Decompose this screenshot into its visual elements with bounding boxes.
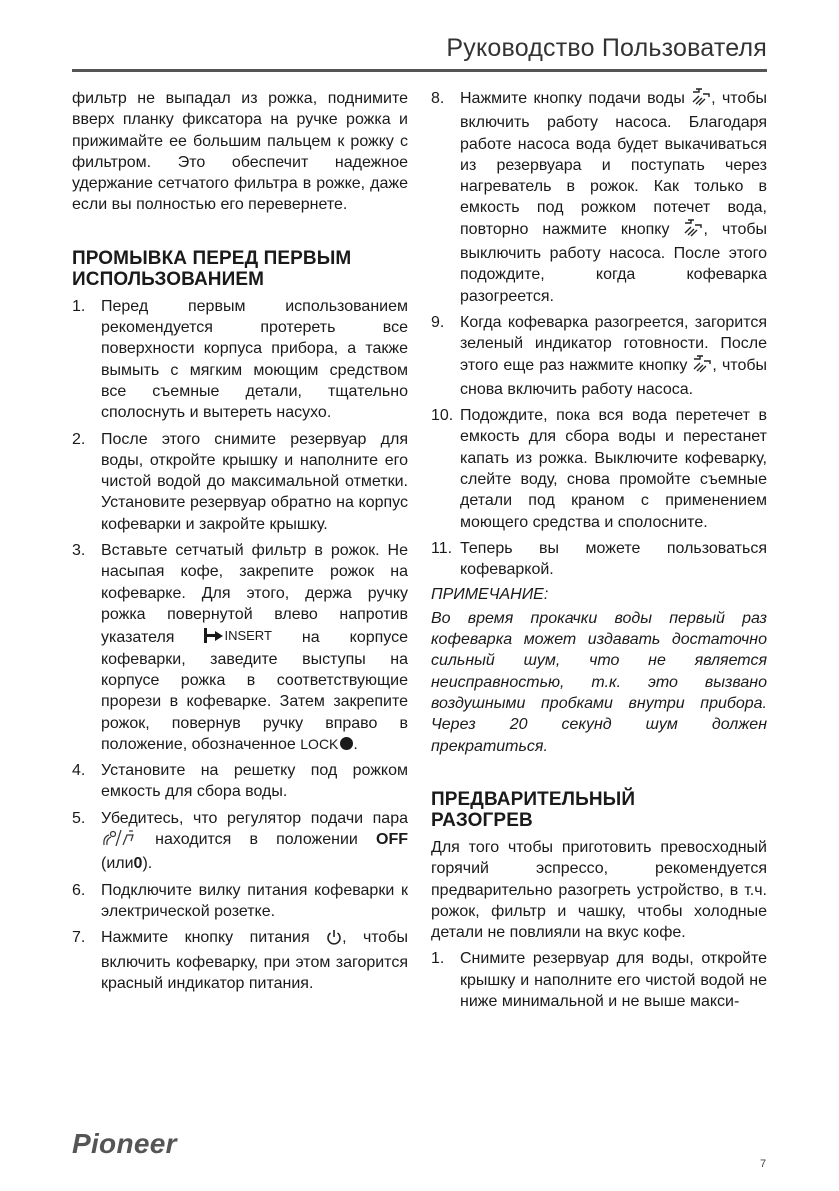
list-item: 2. После этого снимите резервуар для воды, откройте крышку и наполните его чистой водой до максимальной отметки. Установите резервуар обратно на корпус кофеварки и закройте крышку.	[72, 430, 408, 533]
note-text: Во время прокачки воды первый раз кофеварка может издавать достаточно сильный шум, что не является неисправностью, т.к. это вызвано воздушными пробками внутри прибора. Через 20 секунд шум должен прекратиться.	[431, 609, 767, 755]
steam-knob-icon	[101, 829, 137, 853]
pump-button-icon	[683, 219, 703, 243]
pump-button-icon	[691, 88, 711, 112]
header-divider	[72, 69, 767, 72]
list-item: 8. Нажмите кнопку подачи воды , чтобы включить работу насоса. Благодаря работе насоса вода будет выкачиваться из резервуара и поступать через нагреватель в рожок. Как только в емкость под рожком потечет вода, повторно нажмите кнопку , чтобы выключить работу насоса. После этого подождите, когда кофеварка разогреется.	[431, 90, 768, 305]
page-number: 7	[760, 1158, 767, 1170]
list-item: 4. Установите на решетку под рожком емкость для сбора воды.	[72, 762, 408, 801]
note-label: ПРИМЕЧАНИЕ:	[431, 585, 549, 603]
insert-marker-icon: INSERT	[204, 625, 271, 646]
first-use-steps-continued	[431, 88, 767, 581]
list-item: 11. Теперь вы можете пользоваться кофеваркой.	[431, 539, 767, 579]
list-item: 7. Нажмите кнопку питания , чтобы включить кофеварку, при этом загорится красный индикатор питания.	[72, 929, 408, 992]
header-title: Руководство Пользователя	[446, 34, 767, 62]
right-column	[431, 88, 767, 1012]
list-item: 6. Подключите вилку питания кофеварки к электрической розетке.	[72, 881, 408, 920]
pump-button-icon	[692, 355, 712, 379]
preheat-intro-paragraph: Для того чтобы приготовить превосходный горячий эспрессо, рекомендуется предварительно разогреть устройство, в т.ч. рожок, фильтр и чашку, чтобы холодные детали не повлияли на вкус кофе.	[431, 838, 767, 942]
lock-marker-label: LOCK	[300, 735, 339, 752]
section-heading-first-use: ПРОМЫВКА ПЕРЕД ПЕРВЫМ ИСПОЛЬЗОВАНИЕМ	[72, 247, 352, 290]
brand-logo: Pioneer	[72, 1128, 177, 1159]
list-item: 3. Вставьте сетчатый фильтр в рожок. Не насыпая кофе, закрепите рожок на кофеварке. Для этого, держа ручку рожка повернутой влево напротив указателя INSERT на корпусе кофеварки, заведите выступы на корпусе рожка в соответствующие прорези в кофеварке. Затем закрепите рожок, повернув ручку вправо в положение, обозначенное LOCK .	[72, 542, 408, 753]
left-intro-paragraph: фильтр не выпадал из рожка, поднимите вверх планку фиксатора на ручке рожка и прижимайте ее большим пальцем к рожку с фильтром. Это обеспечит надежное удержание сетчатого фильтра в рожке, даже если вы полностью его перевернете.	[72, 90, 408, 214]
preheat-steps	[431, 948, 767, 1012]
list-item: 1. Снимите резервуар для воды, откройте крышку и наполните его чистой водой не ниже минимальной и не выше макси-	[431, 950, 767, 1010]
power-icon	[326, 929, 342, 951]
lock-dot-icon	[340, 737, 353, 750]
left-column	[72, 88, 408, 994]
section-heading-preheat: ПРЕДВАРИТЕЛЬНЫЙ РАЗОГРЕВ	[431, 788, 636, 831]
list-item: 5. Убедитесь, что регулятор подачи пара находится в положении OFF (или0).	[72, 809, 408, 873]
list-item: 10. Подождите, пока вся вода перетечет в емкость для сбора воды и перестанет капать из рожка. Выключите кофеварку, слейте воду, снова промойте съемные детали под краном с применением моющего средства и сполосните.	[431, 407, 767, 531]
list-item: 9. Когда кофеварка разогреется, загорится зеленый индикатор готовности. После этого еще раз нажмите кнопку , чтобы снова включить работу насоса.	[431, 313, 767, 398]
page-header	[72, 30, 767, 72]
first-use-steps	[72, 296, 408, 994]
list-item: 1. Перед первым использованием рекомендуется протереть все поверхности корпуса прибора, а также вымыть с мягким моющим средством все съемные детали, тщательно сполоснуть и вытереть насухо.	[72, 297, 408, 422]
